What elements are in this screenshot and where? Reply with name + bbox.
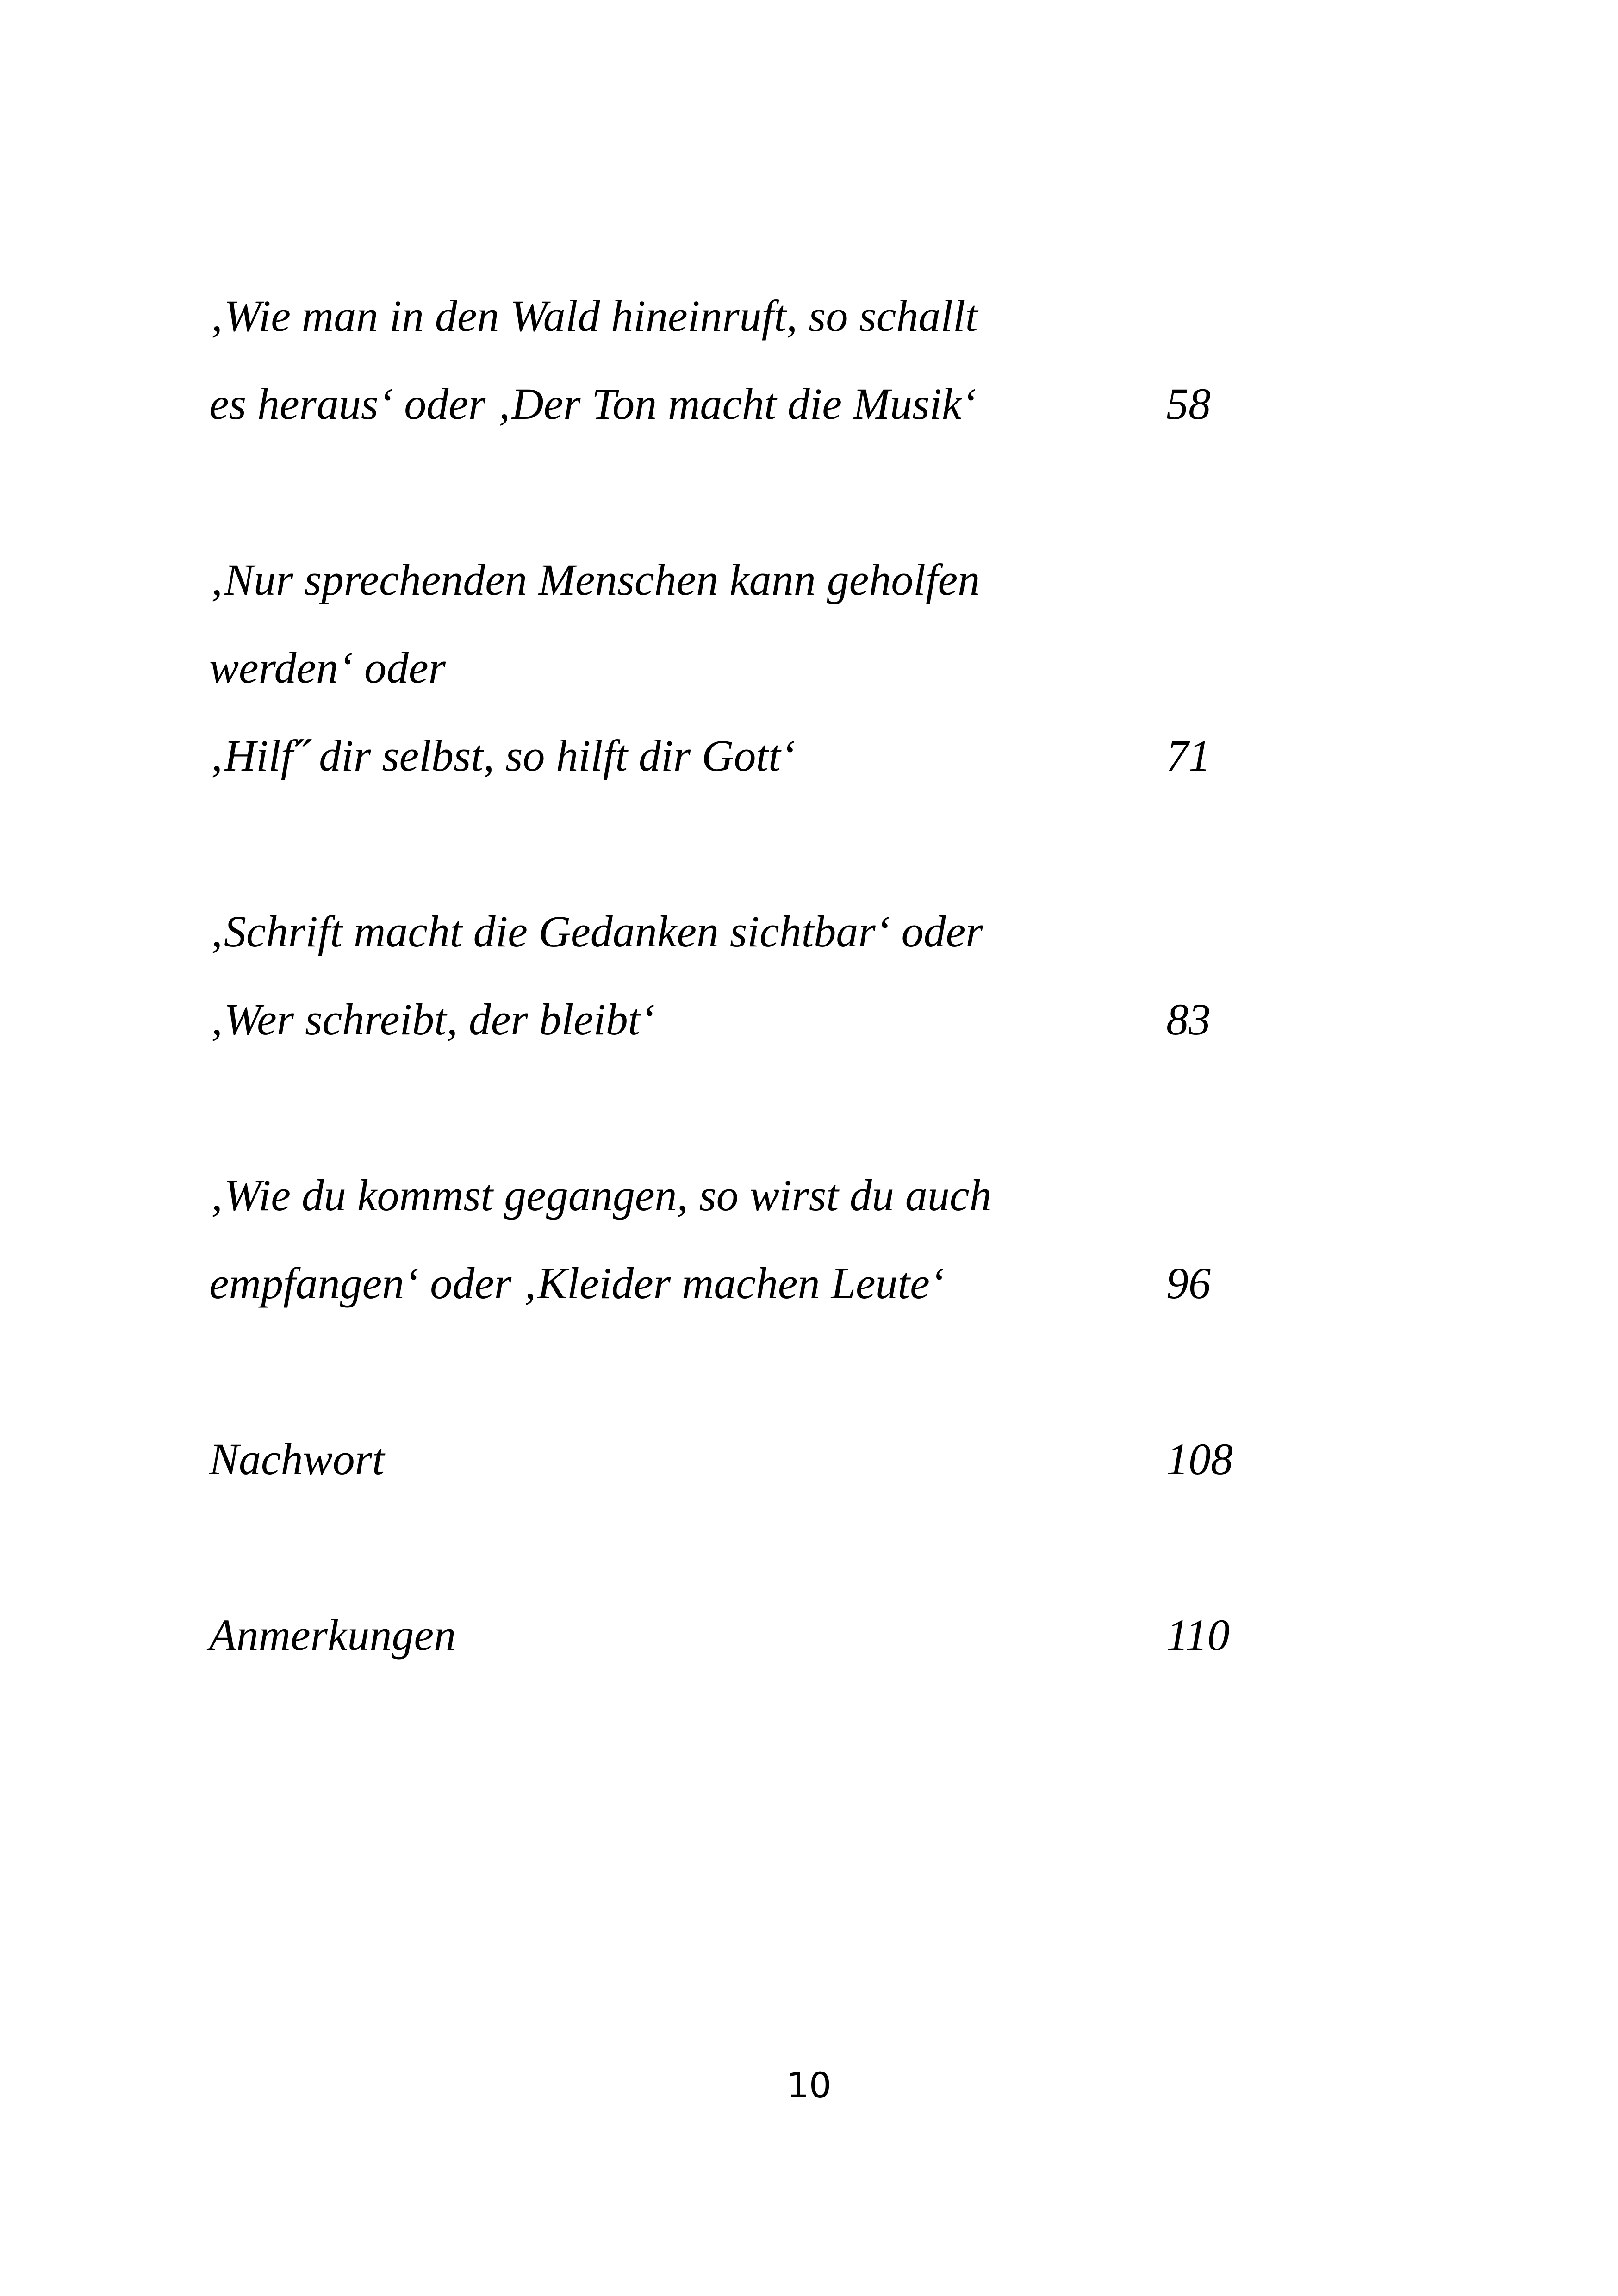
toc-entry-2-line-1: ‚Nur sprechenden Menschen kann geholfen	[209, 555, 980, 604]
toc-entry-3-line-2: ‚Wer schreibt, der bleibt‘	[209, 995, 655, 1044]
toc-entry-2-line-3: ‚Hilf˝ dir selbst, so hilft dir Gott‘	[209, 731, 796, 780]
toc-entry-3-line-1: ‚Schrift macht die Gedanken sichtbar‘ oder	[209, 907, 983, 956]
toc-entry-2-page-number: 71	[1166, 731, 1211, 780]
toc-entry-4-line-1: ‚Wie du kommst gegangen, so wirst du auch	[209, 1170, 992, 1220]
toc-entry-1-line-2: es heraus‘ oder ‚Der Ton macht die Musik‘	[209, 379, 977, 429]
toc-entry-5-line-1: Nachwort	[209, 1434, 385, 1484]
toc-entry-4-line-2: empfangen‘ oder ‚Kleider machen Leute‘	[209, 1258, 945, 1308]
page-number: 10	[786, 2065, 832, 2106]
toc-entry-6-line-1: Anmerkungen	[209, 1610, 456, 1660]
toc-entry-2-line-2: werden‘ oder	[209, 643, 446, 692]
toc-entry-6-page-number: 110	[1166, 1610, 1230, 1660]
toc-entry-4-page-number: 96	[1166, 1258, 1211, 1308]
toc-entry-1-page-number: 58	[1166, 379, 1211, 429]
toc-entry-5-page-number: 108	[1166, 1434, 1233, 1484]
toc-entry-3-page-number: 83	[1166, 995, 1211, 1044]
toc-entry-1-line-1: ‚Wie man in den Wald hineinruft, so schallt	[209, 291, 978, 341]
